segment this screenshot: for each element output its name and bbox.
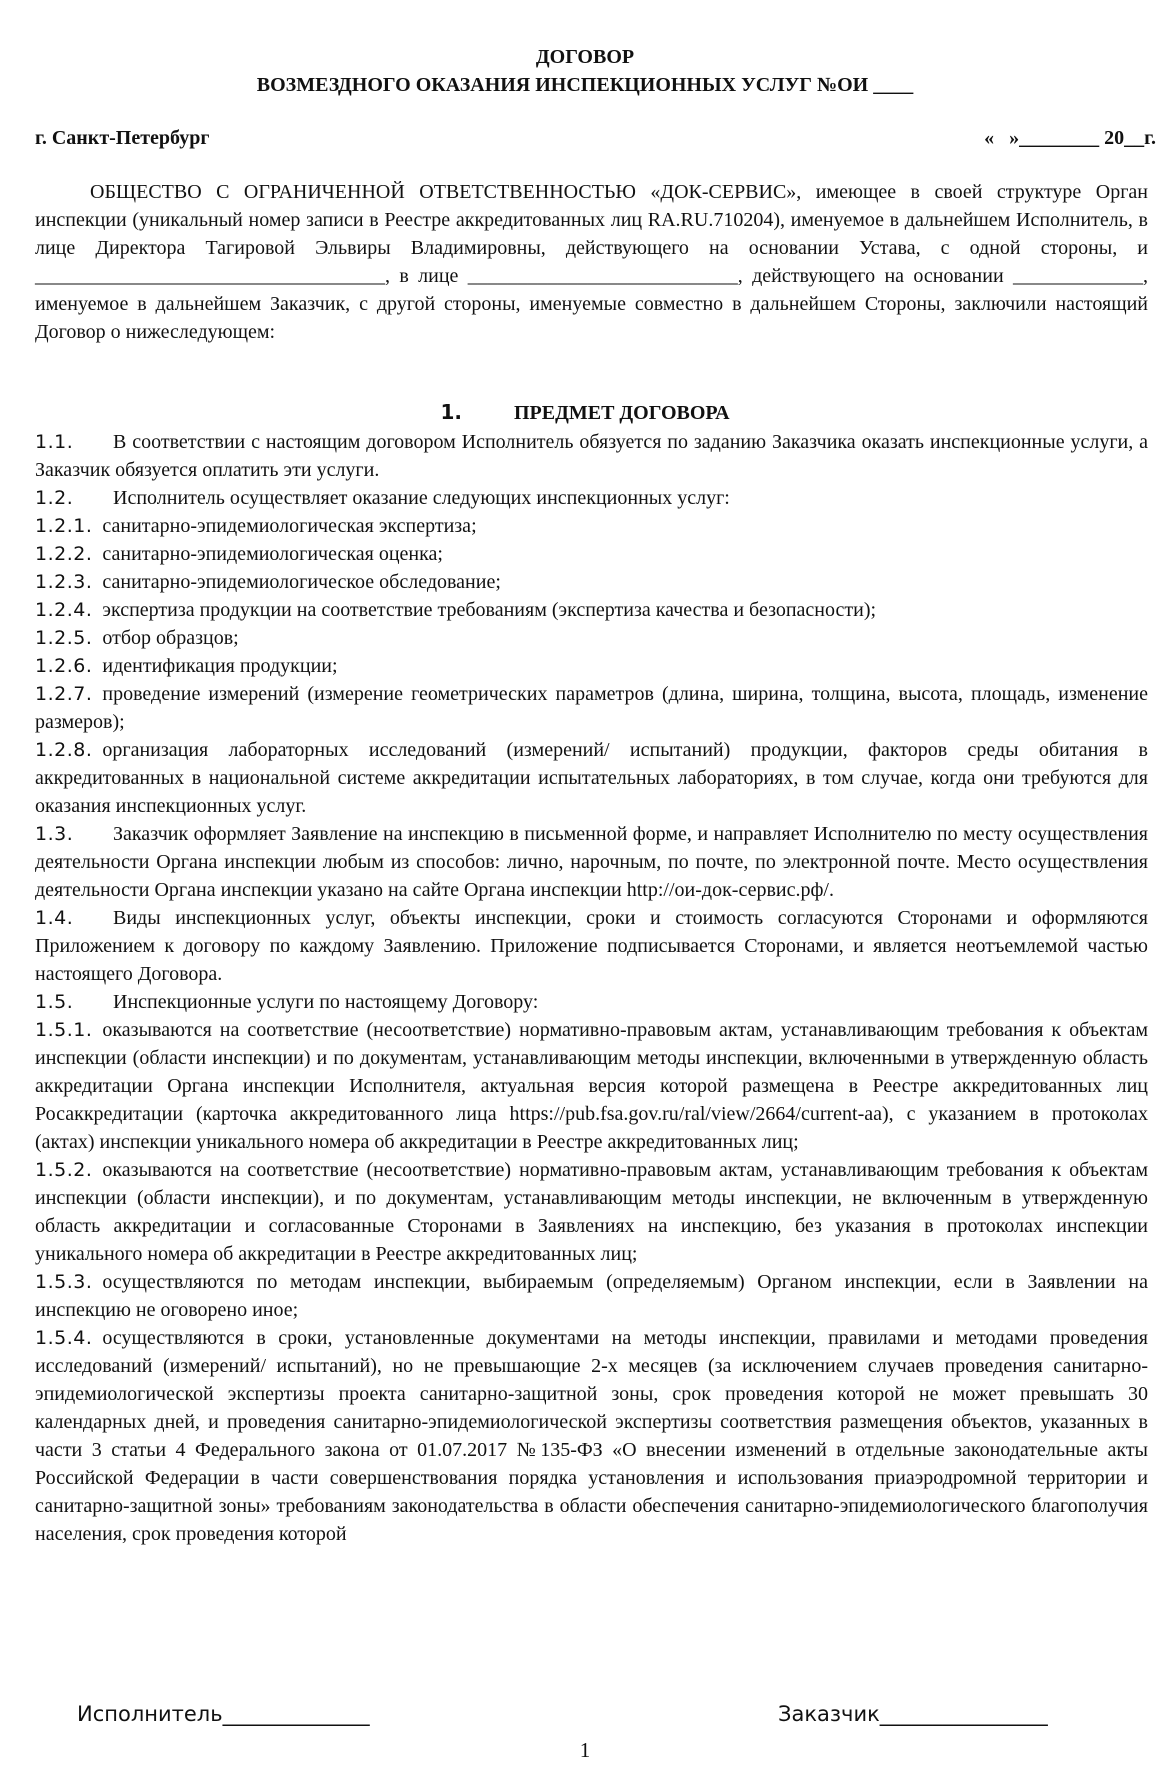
clause-number: 1.2.3. xyxy=(35,571,93,593)
clause-number: 1.2.5. xyxy=(35,627,93,649)
clause-number: 1.2.2. xyxy=(35,543,93,565)
clause-text: организация лабораторных исследований (измерений/ испытаний) продукции, факторов среды обитания в аккредитованных в национальной системе аккредитации испытательных лабораториях, в том случае, когда они требуются для оказания инспекционных услуг. xyxy=(35,739,1148,817)
clause-item xyxy=(35,680,1148,736)
date-line: « »________ 20__г. xyxy=(984,127,1156,149)
clause-number: 1.5. xyxy=(35,991,74,1013)
clause-number: 1.2.1. xyxy=(35,515,93,537)
clause-text: Виды инспекционных услуг, объекты инспекции, сроки и стоимость согласуются Сторонами и оформляются Приложением к договору по каждому Заявлению. Приложение подписывается Сторонами, и является неотъемлемой частью настоящего Договора. xyxy=(35,907,1148,985)
clause-item xyxy=(35,1324,1148,1548)
clause-item xyxy=(35,512,1148,540)
intro-paragraph: ОБЩЕСТВО С ОГРАНИЧЕННОЙ ОТВЕТСТВЕННОСТЬЮ «ДОК-СЕРВИС», имеющее в своей структуре Орган инспекции (уникальный номер записи в Реестре аккредитованных лиц RA.RU.710204), именуемое в дальнейшем Исполнитель, в лице Директора Тагировой Эльвиры Владимировны, действующего на основании Устава, с одной стороны, и ___________________________________, в лице ___________________________, действующего на основании _____________, именуемое в дальнейшем Заказчик, с другой стороны, именуемые совместно в дальнейшем Стороны, заключили настоящий Договор о нижеследующем: xyxy=(35,181,1148,343)
clause-item xyxy=(35,484,1148,512)
clause-number: 1.1. xyxy=(35,431,74,453)
clause-text: проведение измерений (измерение геометрических параметров (длина, ширина, толщина, высота, площадь, изменение размеров); xyxy=(35,683,1148,733)
clause-text: отбор образцов; xyxy=(102,627,239,649)
clause-text: В соответствии с настоящим договором Исполнитель обязуется по заданию Заказчика оказать инспекционные услуги, а Заказчик обязуется оплатить эти услуги. xyxy=(35,431,1148,481)
clause-item xyxy=(35,652,1148,680)
city: г. Санкт-Петербург xyxy=(35,127,210,149)
section-heading xyxy=(0,398,1170,427)
section-number: 1. xyxy=(440,400,462,424)
clause-item xyxy=(35,904,1148,988)
clause-text: оказываются на соответствие (несоответствие) нормативно-правовым актам, устанавливающим требования к объектам инспекции (области инспекции) и по документам, устанавливающим методы инспекции, включенными в утвержденную область аккредитации Органа инспекции Исполнителя, актуальная версия которой размещена в Реестре аккредитованных лиц Росаккредитации (карточка аккредитованного лица https://pub.fsa.gov.ru/ral/view/2664/current-aa), с указанием в протоколах (актах) инспекции уникального номера об аккредитации в Реестре аккредитованных лиц; xyxy=(35,1019,1148,1153)
clause-text: санитарно-эпидемиологическая оценка; xyxy=(102,543,443,565)
clause-text: Заказчик оформляет Заявление на инспекцию в письменной форме, и направляет Исполнителю по месту осуществления деятельности Органа инспекции любым из способов: лично, нарочным, по почте, по электронной почте. Место осуществления деятельности Органа инспекции указано на сайте Органа инспекции http://ои-док-сервис.рф/. xyxy=(35,823,1148,901)
clause-list xyxy=(35,428,1148,1548)
clause-number: 1.5.2. xyxy=(35,1159,93,1181)
clause-number: 1.5.1. xyxy=(35,1019,93,1041)
clause-number: 1.5.4. xyxy=(35,1327,93,1349)
clause-item xyxy=(35,820,1148,904)
clause-item xyxy=(35,1016,1148,1156)
clause-number: 1.5.3. xyxy=(35,1271,93,1293)
clause-item xyxy=(35,736,1148,820)
clause-number: 1.2. xyxy=(35,487,74,509)
clause-number: 1.2.8. xyxy=(35,739,93,761)
clause-text: идентификация продукции; xyxy=(102,655,338,677)
clause-item xyxy=(35,428,1148,484)
clause-number: 1.2.4. xyxy=(35,599,93,621)
clause-item xyxy=(35,624,1148,652)
clause-text: экспертиза продукции на соответствие требованиям (экспертиза качества и безопасности); xyxy=(102,599,877,621)
clause-item xyxy=(35,568,1148,596)
clause-number: 1.2.7. xyxy=(35,683,93,705)
page-number: 1 xyxy=(579,1738,591,1762)
clause-item xyxy=(35,1156,1148,1268)
clause-item xyxy=(35,988,1148,1016)
clause-item xyxy=(35,1268,1148,1324)
clause-text: Инспекционные услуги по настоящему Договору: xyxy=(113,991,539,1013)
executor-signature-line: Исполнитель______________ xyxy=(77,1702,370,1726)
document-title: ДОГОВОР xyxy=(535,46,635,68)
document-subtitle: ВОЗМЕЗДНОГО ОКАЗАНИЯ ИНСПЕКЦИОННЫХ УСЛУГ №ОИ ____ xyxy=(256,74,914,96)
clause-text: оказываются на соответствие (несоответствие) нормативно-правовым актам, устанавливающим требования к объектам инспекции (области инспекции), и по документам, устанавливающим методы инспекции, не включенным в утвержденную область аккредитации и согласованные Сторонами в Заявлениях на инспекцию, без указания в протоколах инспекции уникального номера об аккредитации в Реестре аккредитованных лиц; xyxy=(35,1159,1148,1265)
clause-number: 1.3. xyxy=(35,823,74,845)
clause-number: 1.4. xyxy=(35,907,74,929)
section-title: ПРЕДМЕТ ДОГОВОРА xyxy=(513,402,730,424)
clause-text: осуществляются в сроки, установленные документами на методы инспекции, правилами и методами проведения исследований (измерений/ испытаний), но не превышающие 2-х месяцев (за исключением случаев проведения санитарно-эпидемиологической экспертизы проекта санитарно-защитной зоны, срок проведения которой не может превышать 30 календарных дней, и проведения санитарно-эпидемиологической экспертизы соответствия размещения объектов, указанных в части 3 статьи 4 Федерального закона от 01.07.2017 №135-ФЗ «О внесении изменений в отдельные законодательные акты Российской Федерации в части совершенствования порядка установления и использования приаэродромной территории и санитарно-защитной зоны» требованиям законодательства в области обеспечения санитарно-эпидемиологического благополучия населения, срок проведения которой xyxy=(35,1327,1148,1545)
customer-signature-line: Заказчик________________ xyxy=(778,1702,1048,1726)
clause-item xyxy=(35,540,1148,568)
clause-text: Исполнитель осуществляет оказание следующих инспекционных услуг: xyxy=(113,487,730,509)
clause-text: санитарно-эпидемиологическое обследование; xyxy=(102,571,501,593)
clause-number: 1.2.6. xyxy=(35,655,93,677)
clause-item xyxy=(35,596,1148,624)
clause-text: осуществляются по методам инспекции, выбираемым (определяемым) Органом инспекции, если в Заявлении на инспекцию не оговорено иное; xyxy=(35,1271,1148,1321)
clause-text: санитарно-эпидемиологическая экспертиза; xyxy=(102,515,477,537)
